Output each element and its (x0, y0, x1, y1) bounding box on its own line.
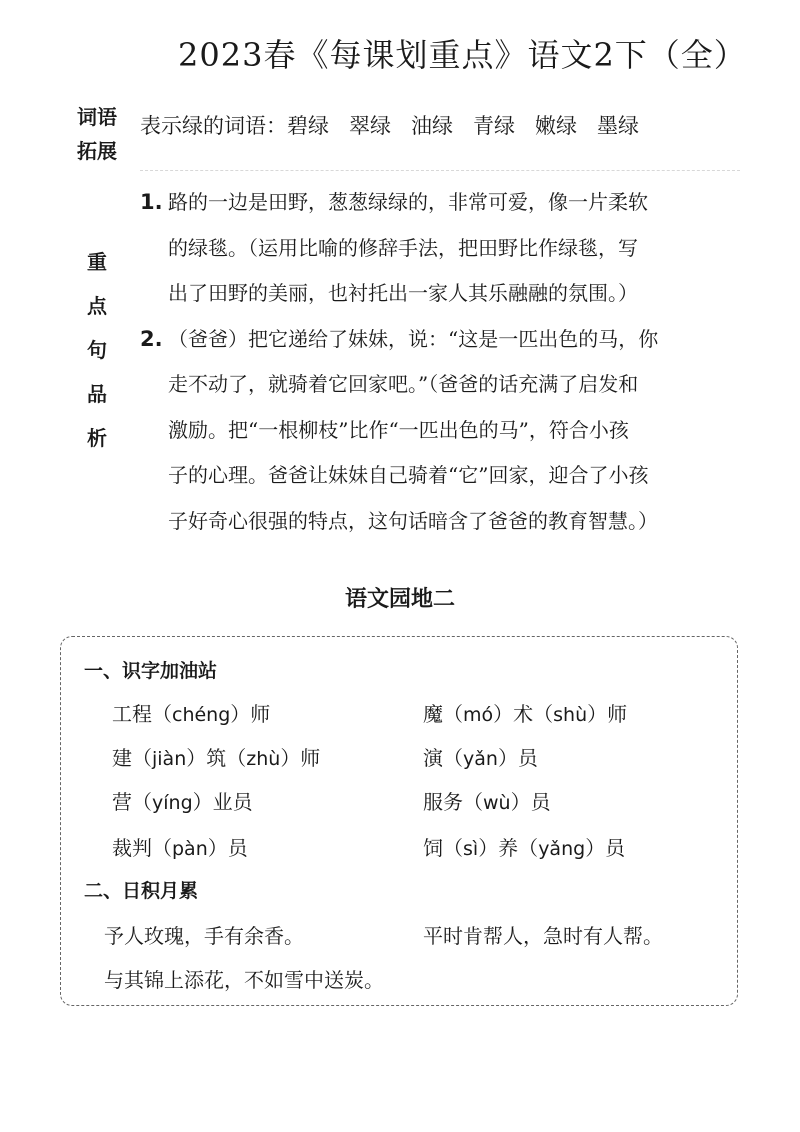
sentence-line: 子的心理。爸爸让妹妹自己骑着“它”回家，迎合了小孩 (168, 463, 649, 487)
pinyin: jiàn (152, 748, 187, 770)
accumulation-heading: 二、日积月累 (84, 880, 199, 902)
proverb: 与其锦上添花，不如雪中送炭。 (104, 968, 384, 992)
pinyin: yíng (152, 792, 193, 814)
sentence-line: 出了田野的美丽，也衬托出一家人其乐融融的氛围。） (168, 281, 638, 305)
pinyin: sì (463, 838, 479, 860)
label-char: 点 (87, 294, 107, 318)
pinyin: chéng (172, 704, 231, 726)
vocab-word: 碧绿 (287, 114, 329, 138)
char-item: 服务（wù）员 (423, 790, 551, 814)
char-item: 工程（chéng）师 (112, 702, 271, 726)
sentence-line: 的绿毯。（运用比喻的修辞手法，把田野比作绿毯，写 (168, 235, 638, 260)
vocab-word: 油绿 (411, 114, 453, 138)
label-char: 重 (87, 250, 107, 274)
pinyin: pàn (172, 838, 208, 860)
sentence-line: （爸爸）把它递给了妹妹，说：“这是一匹出色的马，你 (168, 326, 659, 351)
sentence-number: 2. (140, 326, 163, 351)
sentence-line: 路的一边是田野，葱葱绿绿的，非常可爱，像一片柔软 (168, 190, 648, 214)
sentence-line: 走不动了，就骑着它回家吧。”（爸爸的话充满了启发和 (168, 372, 639, 396)
sentence-line: 激励。把“一根柳枝”比作“一匹出色的马”，符合小孩 (168, 417, 629, 442)
label-char: 析 (87, 426, 107, 450)
char-item: 魔（mó）术（shù）师 (423, 702, 628, 726)
literacy-heading: 一、识字加油站 (84, 660, 218, 682)
label-char: 句 (87, 338, 107, 362)
vocab-word: 墨绿 (597, 114, 639, 138)
key-sentences-label (72, 240, 122, 460)
pinyin: wù (483, 792, 511, 814)
vocab-prefix: 表示绿的词语： (140, 114, 287, 138)
char-item: 建（jiàn）筑（zhù）师 (112, 746, 321, 770)
vocab-section-label (72, 100, 122, 168)
vocab-word: 青绿 (473, 114, 515, 138)
page-title: 2023春《每课划重点》语文2下（全） (178, 36, 747, 74)
label-char: 品 (87, 382, 107, 406)
char-item: 演（yǎn）员 (423, 746, 538, 770)
vocab-line (140, 110, 639, 140)
sentence-line: 子好奇心很强的特点，这句话暗含了爸爸的教育智慧。） (168, 508, 658, 533)
vocab-label-line1: 词语 (77, 105, 117, 129)
key-sentences (140, 180, 750, 544)
proverb: 平时肯帮人，急时有人帮。 (423, 924, 663, 948)
sentence-item (140, 317, 750, 545)
char-item: 裁判（pàn）员 (112, 836, 248, 860)
char-item: 饲（sì）养（yǎng）员 (423, 836, 626, 860)
proverb: 予人玫瑰，手有余香。 (104, 924, 304, 948)
sentence-number: 1. (140, 190, 163, 214)
vocab-word: 嫩绿 (535, 114, 577, 138)
char-item: 营（yíng）业员 (112, 790, 253, 814)
pinyin: zhù (246, 748, 281, 770)
vocab-label-line2: 拓展 (77, 139, 117, 163)
section-divider (140, 170, 740, 171)
vocab-word: 翠绿 (349, 114, 391, 138)
pinyin: yǎn (463, 748, 498, 770)
garden-box (60, 636, 738, 1006)
section-title: 语文园地二 (344, 587, 455, 612)
pinyin: shù (553, 704, 588, 726)
pinyin: mó (463, 704, 494, 726)
pinyin: yǎng (538, 838, 586, 860)
sentence-item (140, 180, 750, 317)
